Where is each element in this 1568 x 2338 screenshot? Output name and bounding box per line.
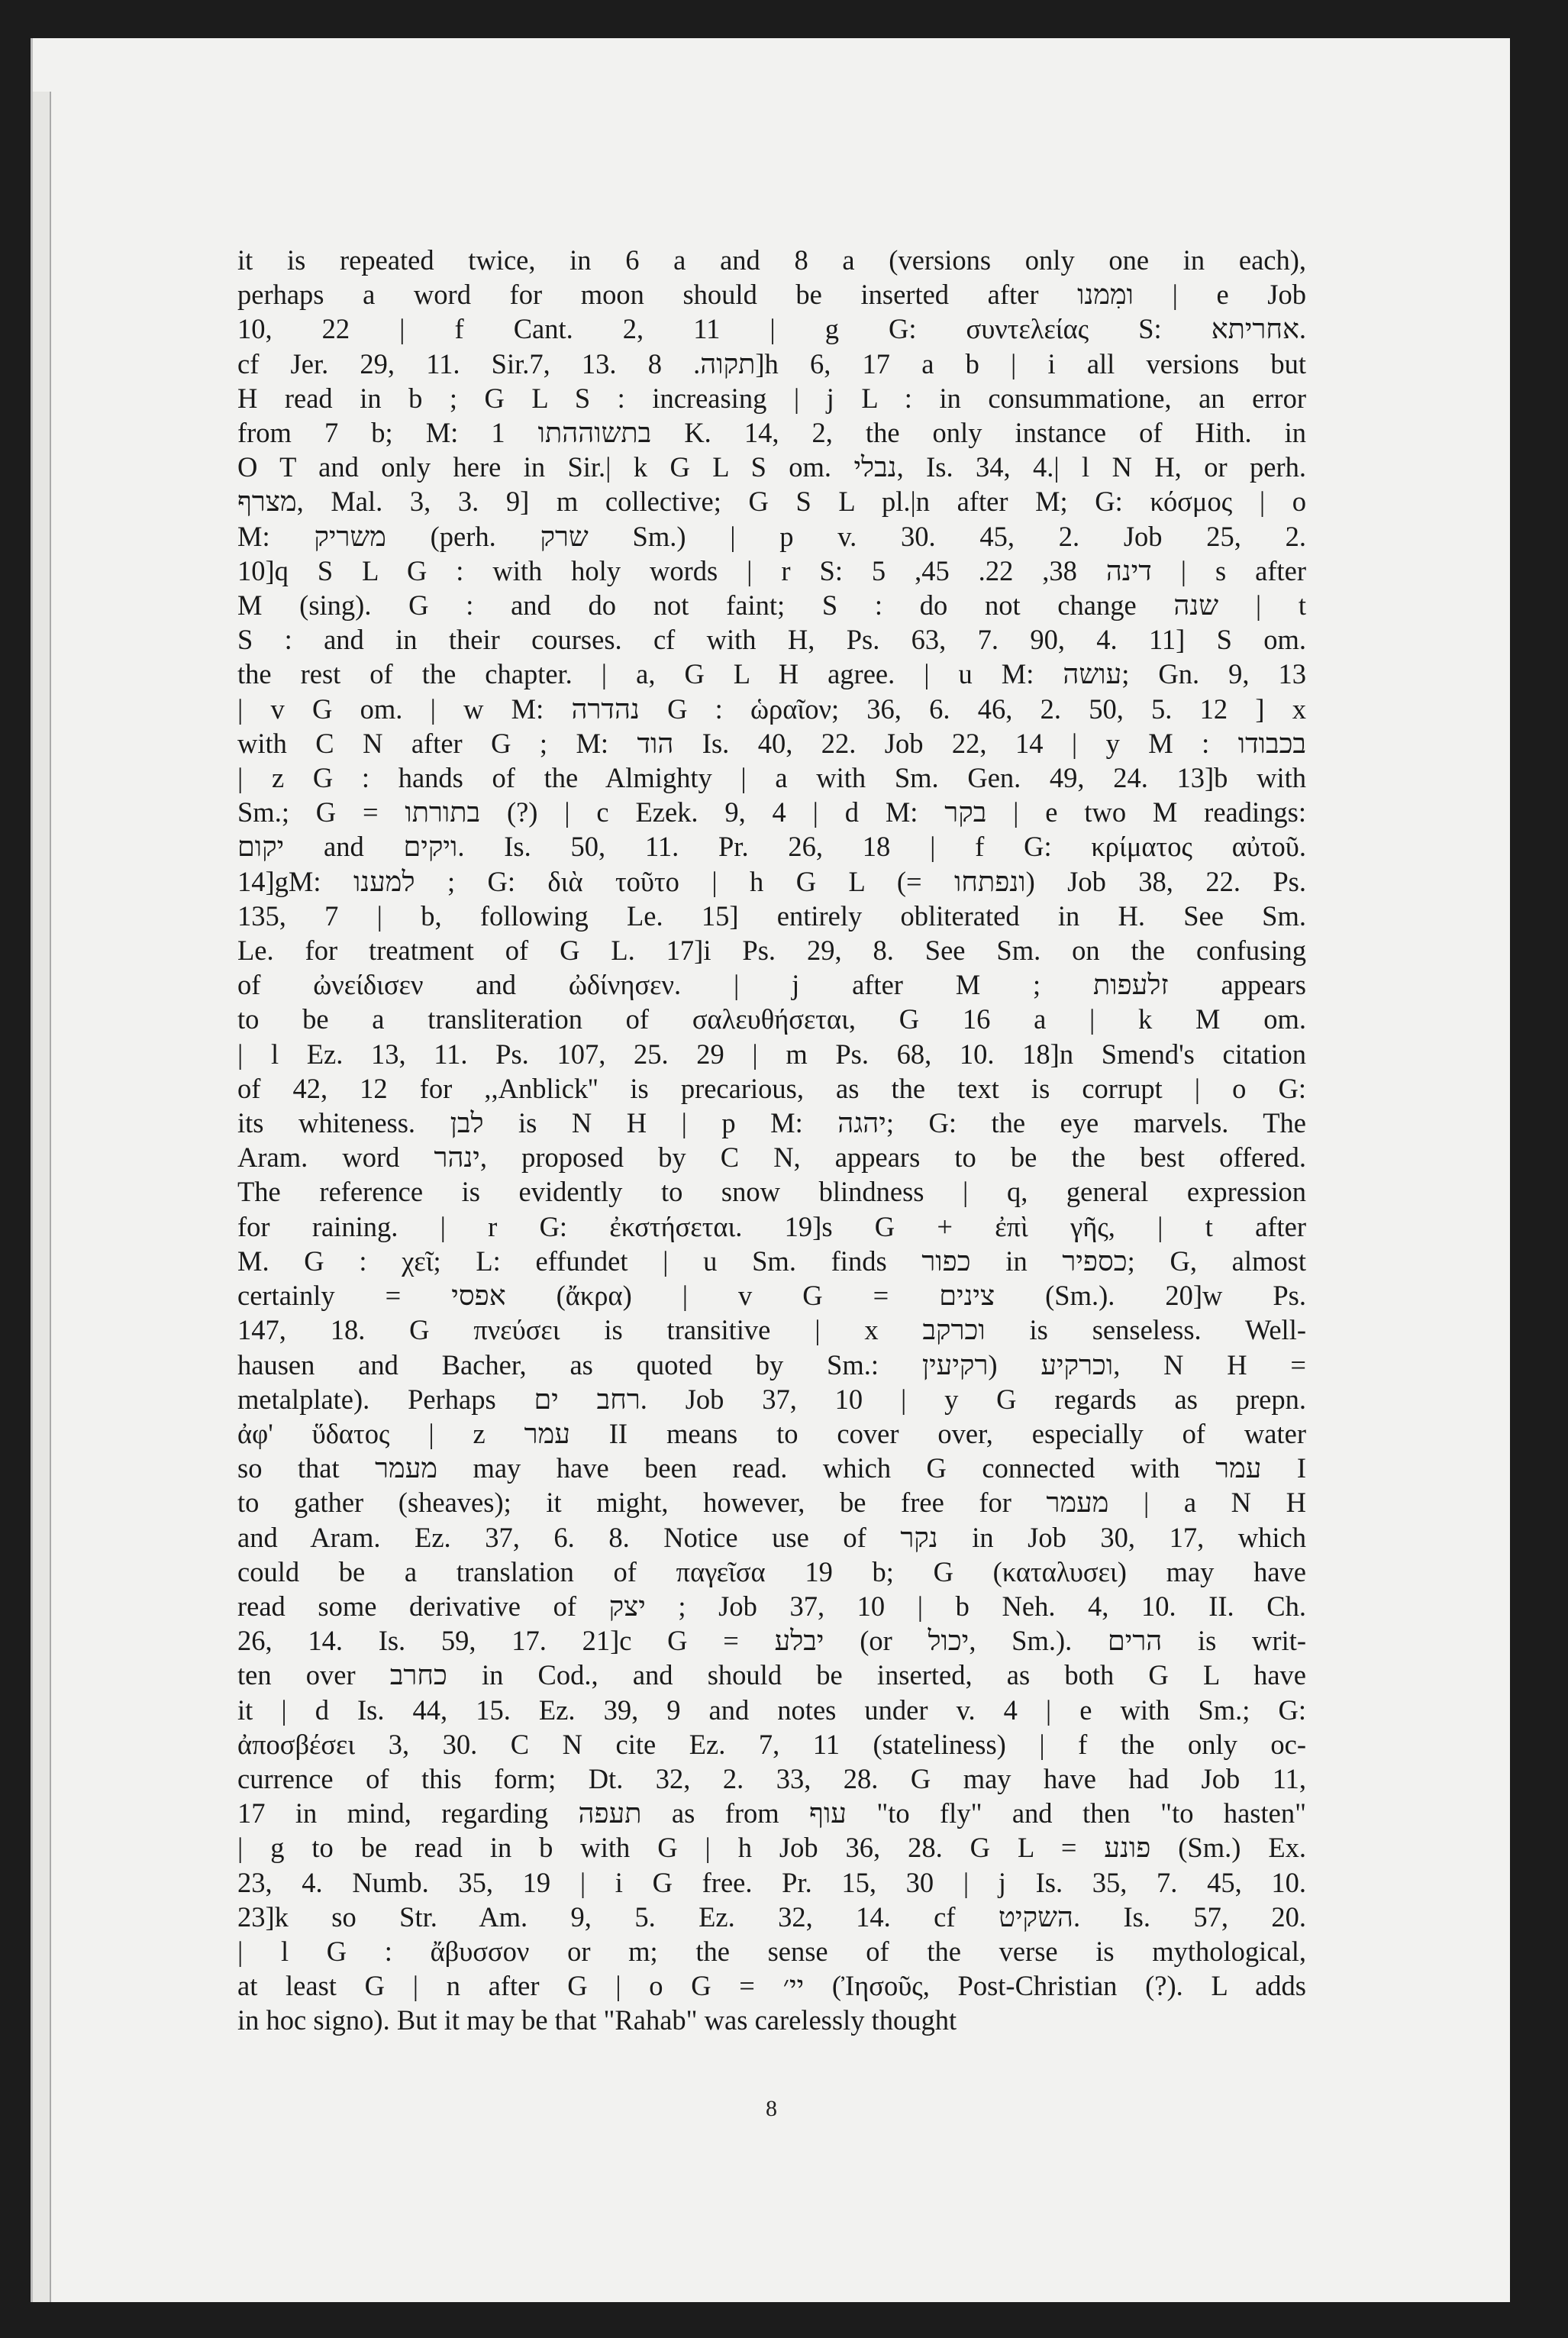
text-line: for raining. | r G: ἐκστήσεται. 19]s G + ἐπὶ γῆς, | t after [237,1210,1306,1242]
text-line: | l Ez. 13, 11. Ps. 107, 25. 29 | m Ps. 68, 10. 18]n Smend's citation [237,1038,1306,1070]
text-line: M: משריק (perh. שרק Sm.) | p v. 30. 45, 2. Job 25, 2. [237,520,1306,552]
text-line: מצרף, Mal. 3, 3. 9] m collective; G S L pl.|n after M; G: κόσμος | o [237,486,1306,518]
text-line: 14]gM: למענו ; G: διὰ τοῦτο | h G L (= ונפתחו) Job 38, 22. Ps. [237,865,1306,897]
text-line: יקום and ויקים. Is. 50, 11. Pr. 26, 18 | f G: κρίματος αὐτοῦ. [237,831,1306,863]
text-line: Aram. word ינהר, proposed by C N, appears to be the best offered. [237,1142,1306,1174]
text-line: | v G om. | w M: נהדרה G : ὡραῖον; 36, 6. 46, 2. 50, 5. 12 ] x [237,693,1306,725]
text-line: H read in b ; G L S : increasing | j L : in consummatione, an error [237,382,1306,414]
text-line: at least G | n after G | o G = יי׳ (Ἰησοῦς, Post-Christian (?). L adds [237,1970,1306,2002]
text-line: of 42, 12 for ,,Anblick'' is precarious, as the text is corrupt | o G: [237,1072,1306,1104]
text-line: metalplate). Perhaps רחב ים. Job 37, 10 | y G regards as prepn. [237,1383,1306,1415]
text-line: ἀφ' ὕδατος | z עמר II means to cover over, especially of water [237,1417,1306,1449]
text-line: cf Jer. 29, 11. Sir.7, 13. תקוה. 8]h 6, 17 a b | i all versions but [237,347,1306,379]
text-line: ἀποσβέσει 3, 30. C N cite Ez. 7, 11 (stateliness) | f the only oc- [237,1728,1306,1760]
text-line: in hoc signo). But it may be that "Rahab" was carelessly thought [237,2004,957,2036]
text-line: from 7 b; M: בתשוההתו 1 K. 14, 2, the only instance of Hith. in [237,417,1306,449]
text-line: and Aram. Ez. 37, 6. 8. Notice use of נקר in Job 30, 17, which [237,1521,1306,1553]
text-line: hausen and Bacher, as quoted by Sm.: וכרקיע (רקיעין, N H = [237,1348,1306,1381]
text-line: read some derivative of יצק ; Job 37, 10 | b Neh. 4, 10. II. Ch. [237,1590,1306,1622]
text-line: of ὠνείδισεν and ὠδίνησεν. | j after M ; זלעפות appears [237,969,1306,1001]
text-line: S : and in their courses. cf with H, Ps. 63, 7. 90, 4. 11] S om. [237,624,1306,656]
text-line: 17 in mind, regarding תעפה as from עוף "to fly" and then "to hasten" [237,1797,1306,1829]
book-page [31,38,1510,2302]
text-line: 10]q S L G : with holy words | r S: דינה 38, 22. 45, 5 | s after [237,554,1306,586]
text-line: 23, 4. Numb. 35, 19 | i G free. Pr. 15, 30 | j Is. 35, 7. 45, 10. [237,1866,1306,1898]
text-line: | z G : hands of the Almighty | a with Sm. Gen. 49, 24. 13]b with [237,762,1306,794]
text-line: it is repeated twice, in 6 a and 8 a (versions only one in each), [237,244,1306,276]
page-number: 8 [766,2096,777,2121]
text-line: Le. for treatment of G L. 17]i Ps. 29, 8. See Sm. on the confusing [237,935,1306,967]
left-page-edge [33,92,51,2302]
text-line: 147, 18. G πνεύσει is transitive | x וכרקב is senseless. Well- [237,1314,1306,1346]
text-line: 135, 7 | b, following Le. 15] entirely obliterated in H. See Sm. [237,899,1306,932]
text-line: certainly = אפסי (ἄκρα) | v G = צינים (Sm.). 20]w Ps. [237,1280,1306,1312]
text-line: to gather (sheaves); it might, however, be free for מעמר | a N H [237,1487,1306,1519]
text-line: M (sing). G : and do not faint; S : do not change שנה | t [237,589,1306,622]
text-line: with C N after G ; M: הוד Is. 40, 22. Job 22, 14 | y M : בכבודו [237,727,1306,759]
text-line: 26, 14. Is. 59, 17. 21]c G = יבלע (or יכול, Sm.). הרים is writ- [237,1625,1306,1657]
footnote-text-block [237,243,1306,2038]
text-line: could be a translation of παγεῖσα 19 b; G (καταλυσει) may have [237,1555,1306,1587]
text-line: | g to be read in b with G | h Job 36, 28. G L = פונע (Sm.) Ex. [237,1832,1306,1864]
text-line: Sm.; G = בתורתו (?) | c Ezek. 9, 4 | d M: בקר | e two M readings: [237,796,1306,828]
text-line: ten over כחרב in Cod., and should be inserted, as both G L have [237,1659,1306,1691]
text-line: M. G : χεῖ; L: effundet | u Sm. finds כפור in כספיר; G, almost [237,1245,1306,1277]
text-line: 10, 22 | f Cant. 2, 11 | g G: συντελείας S: אחריתא. [237,313,1306,345]
text-line: the rest of the chapter. | a, G L H agree. | u M: עושה; Gn. 9, 13 [237,658,1306,690]
text-line: it | d Is. 44, 15. Ez. 39, 9 and notes under v. 4 | e with Sm.; G: [237,1694,1306,1726]
text-line: to be a transliteration of σαλευθήσεται, G 16 a | k M om. [237,1003,1306,1035]
text-line: 23]k so Str. Am. 9, 5. Ez. 32, 14. cf השקיט. Is. 57, 20. [237,1900,1306,1933]
text-line: its whiteness. לבן is N H | p M: יהגה; G: the eye marvels. The [237,1107,1306,1139]
text-line: currence of this form; Dt. 32, 2. 33, 28. G may have had Job 11, [237,1762,1306,1794]
text-line: perhaps a word for moon should be inserted after ומִמנו | e Job [237,279,1306,311]
text-line: O T and only here in Sir.| k G L S om. נבלי, Is. 34, 4.| l N H, or perh. [237,451,1306,483]
text-line: | l G : ἄβυσσον or m; the sense of the verse is mythological, [237,1935,1306,1967]
text-line: The reference is evidently to snow blindness | q, general expression [237,1176,1306,1208]
text-line: so that מעמר may have been read. which G connected with עמר I [237,1452,1306,1484]
